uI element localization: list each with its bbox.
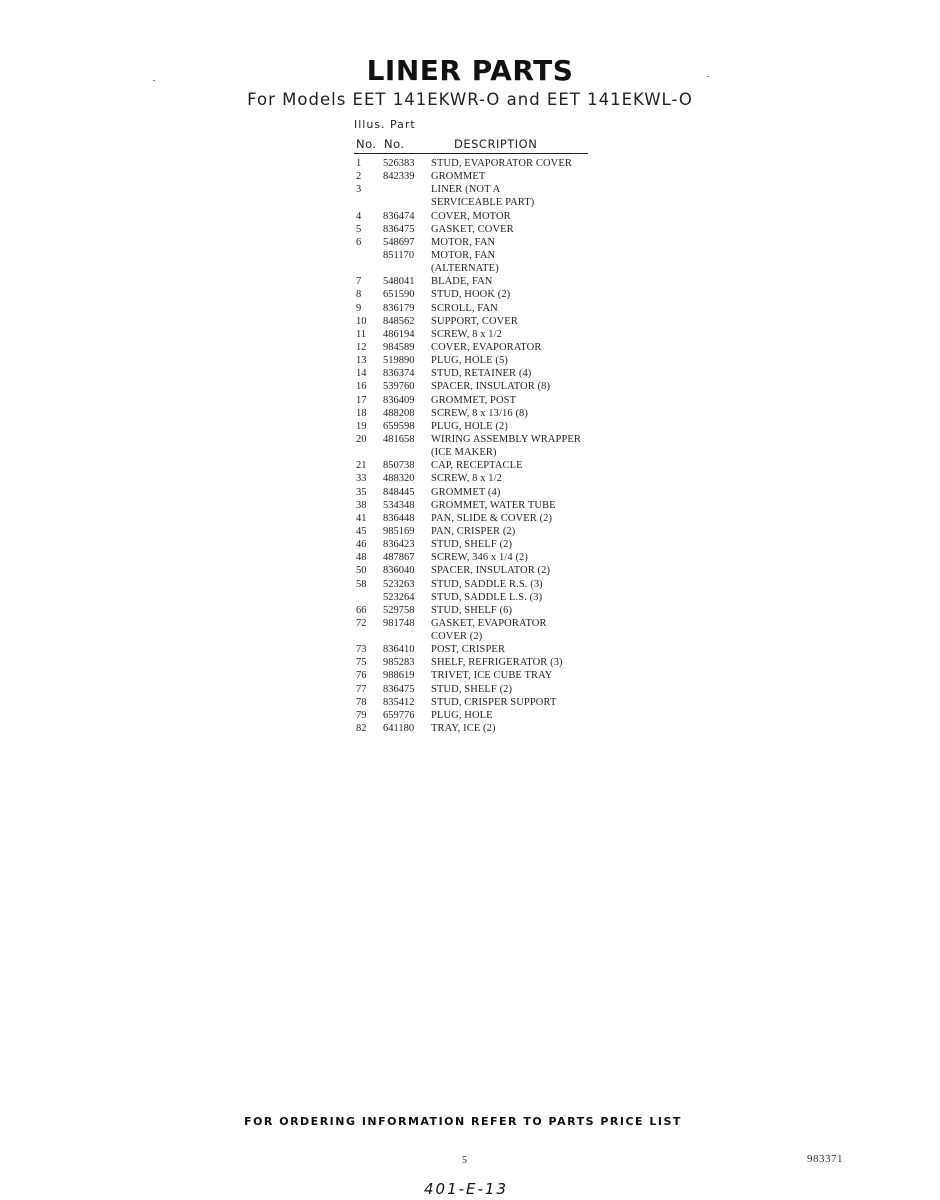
parts-row: [354, 433, 614, 446]
part-description: (ICE MAKER): [431, 447, 497, 459]
parts-row: [354, 604, 614, 617]
scan-speck: [153, 80, 155, 81]
part-number: 836475: [383, 223, 415, 235]
part-description: SCREW, 8 x 1/2: [431, 328, 503, 340]
illus-number: 46: [356, 539, 367, 551]
part-number: 488320: [383, 473, 415, 485]
part-description: SCREW, 346 x 1/4 (2): [431, 552, 528, 564]
part-number: 988619: [383, 670, 415, 682]
illus-number: 77: [356, 683, 367, 695]
parts-row: [354, 275, 614, 288]
parts-row: [354, 262, 614, 275]
part-description: (ALTERNATE): [431, 263, 499, 275]
illus-number: 33: [356, 473, 367, 485]
illus-number: 18: [356, 407, 367, 419]
parts-row: [354, 709, 614, 722]
parts-row: [354, 630, 614, 643]
parts-row: [354, 446, 614, 459]
part-description: GASKET, EVAPORATOR: [431, 617, 547, 629]
part-description: COVER, MOTOR: [431, 210, 511, 222]
part-number: 523263: [383, 578, 415, 590]
illus-number: 1: [356, 158, 362, 169]
part-number: 539760: [383, 381, 415, 393]
illus-number: 7: [356, 276, 362, 288]
part-number: 548041: [383, 276, 415, 288]
models-subtitle: For Models EET 141EKWR-O and EET 141EKWL-O: [247, 90, 693, 109]
part-number: 486194: [383, 328, 415, 340]
parts-row: [354, 722, 614, 735]
illus-number: 78: [356, 696, 367, 708]
illus-number: 73: [356, 644, 367, 656]
part-number: 848445: [383, 486, 415, 498]
illus-header: Illus.: [354, 118, 386, 131]
parts-row: [354, 486, 614, 499]
illus-number: 20: [356, 433, 367, 445]
part-description: COVER (2): [431, 631, 483, 643]
parts-row: [354, 683, 614, 696]
illus-number: 6: [356, 236, 362, 248]
parts-row: [354, 157, 614, 170]
part-description: PAN, CRISPER (2): [431, 525, 516, 537]
part-description: CAP, RECEPTACLE: [431, 460, 523, 472]
parts-row: [354, 196, 614, 209]
part-number: 836409: [383, 394, 415, 406]
part-number: 659776: [383, 709, 415, 721]
part-description: STUD, RETAINER (4): [431, 368, 532, 380]
parts-row: [354, 302, 614, 315]
parts-row: [354, 210, 614, 223]
page-number: 5: [462, 1155, 467, 1166]
illus-number: 9: [356, 302, 362, 314]
part-number: 519890: [383, 355, 415, 367]
parts-row: [354, 354, 614, 367]
part-number: 529758: [383, 604, 415, 616]
illus-number: 50: [356, 565, 367, 577]
parts-row: [354, 394, 614, 407]
part-number: 659598: [383, 420, 415, 432]
part-description: GROMMET, POST: [431, 394, 517, 406]
parts-row: [354, 249, 614, 262]
parts-row: [354, 578, 614, 591]
parts-row: [354, 380, 614, 393]
parts-row: [354, 499, 614, 512]
illus-no-header: No.: [356, 137, 377, 151]
part-number: 851170: [383, 249, 415, 261]
parts-row: [354, 512, 614, 525]
part-number: 836040: [383, 565, 415, 577]
parts-row: [354, 407, 614, 420]
part-number: 526383: [383, 158, 415, 169]
illus-number: 16: [356, 381, 367, 393]
parts-row: [354, 591, 614, 604]
parts-row: [354, 538, 614, 551]
parts-row: [354, 288, 614, 301]
part-description: SERVICEABLE PART): [431, 197, 535, 209]
illus-number: 41: [356, 512, 367, 524]
part-number: 523264: [383, 591, 415, 603]
part-description: GASKET, COVER: [431, 223, 514, 235]
parts-row: [354, 170, 614, 183]
parts-row: [354, 525, 614, 538]
part-description: GROMMET, WATER TUBE: [431, 499, 556, 511]
part-description: SHELF, REFRIGERATOR (3): [431, 657, 563, 669]
part-description: TRIVET, ICE CUBE TRAY: [431, 670, 553, 682]
part-number: 984589: [383, 341, 415, 353]
part-number: 836179: [383, 302, 415, 314]
part-description: STUD, SHELF (2): [431, 539, 513, 551]
part-description: SCREW, 8 x 13/16 (8): [431, 407, 528, 419]
part-description: SCREW, 8 x 1/2: [431, 473, 503, 485]
illus-number: 82: [356, 723, 367, 735]
part-description: PLUG, HOLE: [431, 709, 493, 721]
part-description: STUD, SADDLE L.S. (3): [431, 591, 543, 603]
parts-row: [354, 328, 614, 341]
illus-number: 12: [356, 341, 367, 353]
part-description: SPACER, INSULATOR (2): [431, 565, 551, 577]
page-title: LINER PARTS: [366, 54, 574, 87]
column-header: [354, 137, 588, 154]
part-description: PAN, SLIDE & COVER (2): [431, 512, 553, 524]
part-number: 487867: [383, 552, 415, 564]
part-number: 842339: [383, 171, 415, 183]
parts-row: [354, 669, 614, 682]
document-number: 983371: [807, 1153, 843, 1165]
illus-number: 72: [356, 617, 367, 629]
part-number: 651590: [383, 289, 415, 301]
scan-speck: [707, 76, 709, 77]
part-description: MOTOR, FAN: [431, 236, 496, 248]
illus-number: 76: [356, 670, 367, 682]
part-number: 836475: [383, 683, 415, 695]
part-description: BLADE, FAN: [431, 276, 493, 288]
part-number: 548697: [383, 236, 415, 248]
illus-number: 38: [356, 499, 367, 511]
parts-row: [354, 315, 614, 328]
part-description: GROMMET: [431, 171, 486, 183]
part-description: STUD, SHELF (6): [431, 604, 513, 616]
parts-list: [354, 157, 614, 735]
parts-row: [354, 551, 614, 564]
parts-row: [354, 696, 614, 709]
part-header: Part: [390, 118, 416, 131]
part-number: 981748: [383, 617, 415, 629]
part-description: TRAY, ICE (2): [431, 723, 496, 735]
parts-row: [354, 643, 614, 656]
parts-row: [354, 367, 614, 380]
parts-row: [354, 564, 614, 577]
illus-number: 13: [356, 355, 367, 367]
illus-number: 48: [356, 552, 367, 564]
part-number: 488208: [383, 407, 415, 419]
parts-row: [354, 223, 614, 236]
part-number: 641180: [383, 723, 415, 735]
illus-number: 45: [356, 525, 367, 537]
part-number: 836410: [383, 644, 415, 656]
illus-number: 11: [356, 328, 367, 340]
part-number: 848562: [383, 315, 415, 327]
part-number: 836474: [383, 210, 415, 222]
part-description: MOTOR, FAN: [431, 249, 496, 261]
part-description: STUD, SADDLE R.S. (3): [431, 578, 543, 590]
part-number: 985283: [383, 657, 415, 669]
part-number: 835412: [383, 696, 415, 708]
part-description: STUD, EVAPORATOR COVER: [431, 158, 572, 169]
parts-row: [354, 459, 614, 472]
parts-row: [354, 341, 614, 354]
part-description: SUPPORT, COVER: [431, 315, 518, 327]
part-description: PLUG, HOLE (2): [431, 420, 508, 432]
illus-number: 8: [356, 289, 362, 301]
parts-row: [354, 183, 614, 196]
illus-number: 4: [356, 210, 362, 222]
part-description: LINER (NOT A: [431, 184, 501, 196]
illus-number: 5: [356, 223, 362, 235]
illus-number: 66: [356, 604, 367, 616]
part-description: STUD, HOOK (2): [431, 289, 511, 301]
part-description: SPACER, INSULATOR (8): [431, 381, 551, 393]
parts-row: [354, 236, 614, 249]
ordering-note: FOR ORDERING INFORMATION REFER TO PARTS PRICE LIST: [244, 1115, 682, 1128]
description-header: DESCRIPTION: [454, 137, 538, 151]
part-description: STUD, SHELF (2): [431, 683, 513, 695]
part-description: GROMMET (4): [431, 486, 501, 498]
part-number: 850738: [383, 460, 415, 472]
illus-number: 21: [356, 460, 367, 472]
illus-number: 19: [356, 420, 367, 432]
handwritten-code: 401-E-13: [424, 1180, 509, 1198]
part-description: WIRING ASSEMBLY WRAPPER: [431, 433, 582, 445]
part-no-header: No.: [384, 137, 405, 151]
part-description: COVER, EVAPORATOR: [431, 341, 542, 353]
illus-number: 79: [356, 709, 367, 721]
illus-number: 58: [356, 578, 367, 590]
part-description: SCROLL, FAN: [431, 302, 498, 314]
part-description: POST, CRISPER: [431, 644, 506, 656]
parts-row: [354, 656, 614, 669]
illus-number: 10: [356, 315, 367, 327]
parts-row: [354, 472, 614, 485]
part-number: 985169: [383, 525, 415, 537]
illus-number: 14: [356, 368, 367, 380]
illus-number: 75: [356, 657, 367, 669]
illus-number: 2: [356, 171, 362, 183]
part-number: 534348: [383, 499, 415, 511]
parts-row: [354, 420, 614, 433]
illus-number: 35: [356, 486, 367, 498]
part-number: 836374: [383, 368, 415, 380]
part-description: STUD, CRISPER SUPPORT: [431, 696, 557, 708]
illus-number: 17: [356, 394, 367, 406]
part-number: 836448: [383, 512, 415, 524]
parts-row: [354, 617, 614, 630]
part-number: 481658: [383, 433, 415, 445]
part-number: 836423: [383, 539, 415, 551]
illus-number: 3: [356, 184, 362, 196]
part-description: PLUG, HOLE (5): [431, 355, 508, 367]
